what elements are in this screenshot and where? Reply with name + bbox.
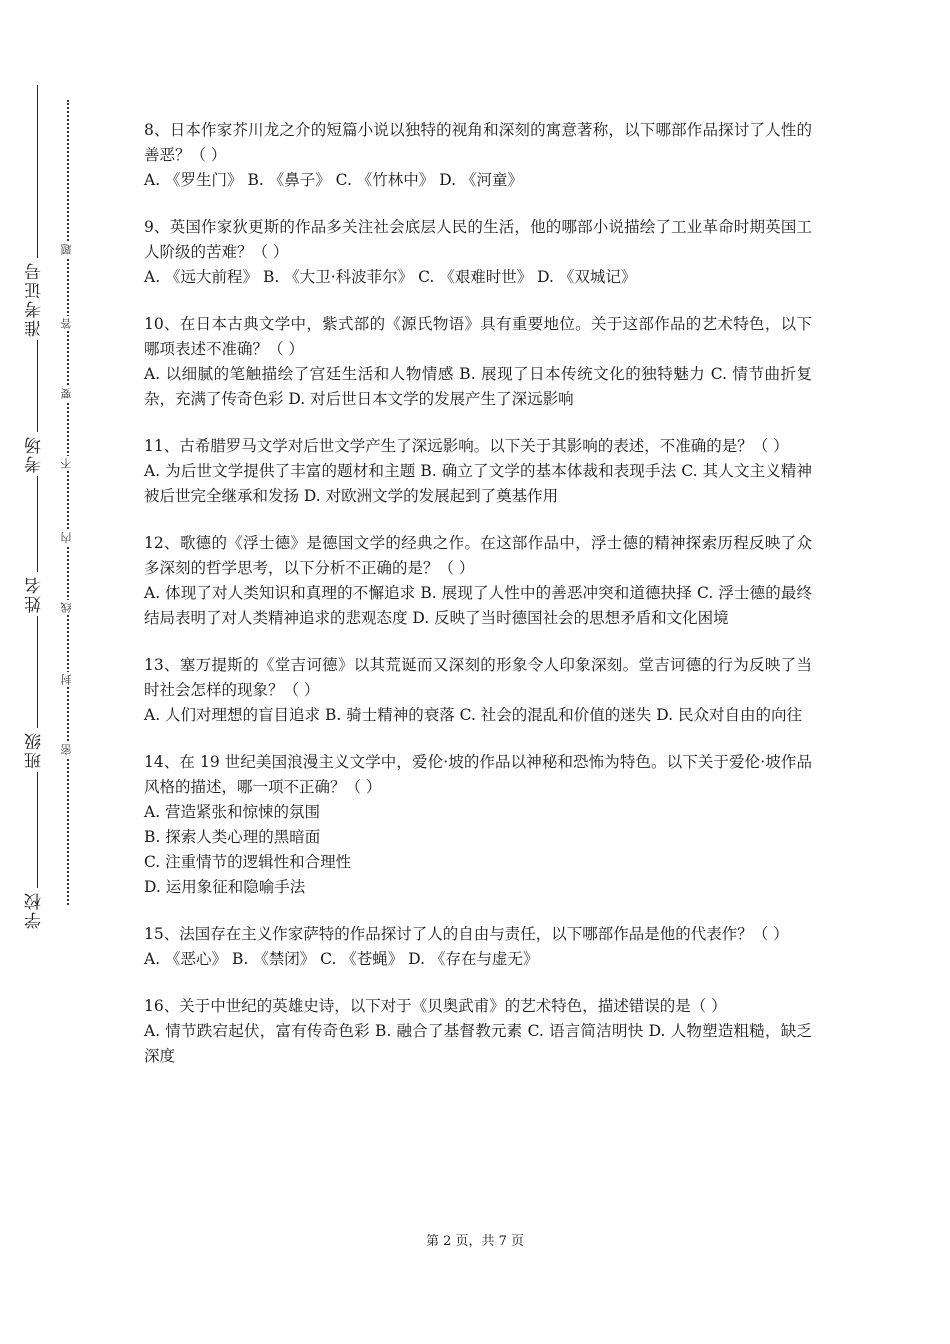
seal-dotted-line: [67, 100, 69, 905]
question-options: A. 体现了对人类知识和真理的不懈追求 B. 展现了人性中的善恶冲突和道德抉择 C. 浮士德的最终结局表明了对人类精神追求的悲观态度 D. 反映了当时德国社会的思想矛盾和文化困境: [144, 584, 812, 627]
question-13: [144, 653, 812, 728]
question-stem: 10、在日本古典文学中，紫式部的《源氏物语》具有重要地位。关于这部作品的艺术特色，以下哪项表述不准确？（ ）: [144, 315, 812, 358]
question-stem: 9、英国作家狄更斯的作品多关注社会底层人民的生活，他的哪部小说描绘了工业革命时期英国工人阶级的苦难？（ ）: [144, 218, 812, 261]
question-9: [144, 215, 812, 290]
seal-char: 答: [60, 318, 73, 329]
question-options: A. 《罗生门》 B. 《鼻子》 C. 《竹林中》 D. 《河童》: [144, 171, 523, 189]
option-b: B. 探索人类心理的黑暗面: [144, 828, 321, 846]
question-10: [144, 312, 812, 412]
seal-char: 不: [60, 458, 73, 469]
seal-char: 内: [60, 532, 73, 543]
question-14: [144, 750, 812, 900]
option-d: D. 运用象征和隐喻手法: [144, 878, 306, 896]
binding-margin: [0, 0, 90, 1344]
label-class: 班级: [22, 728, 52, 772]
question-options: A. 《远大前程》 B. 《大卫·科波菲尔》 C. 《艰难时世》 D. 《双城记》: [144, 268, 637, 286]
label-name: 姓名: [22, 572, 52, 616]
question-options: A. 为后世文学提供了丰富的题材和主题 B. 确立了文学的基本体裁和表现手法 C. 其人文主义精神被后世完全继承和发扬 D. 对欧洲文学的发展起到了奠基作用: [144, 462, 812, 505]
question-list: [144, 118, 812, 1091]
question-stem: 8、日本作家芥川龙之介的短篇小说以独特的视角和深刻的寓意著称，以下哪部作品探讨了人性的善恶？（ ）: [144, 121, 812, 164]
question-stem: 13、塞万提斯的《堂吉诃德》以其荒诞而又深刻的形象令人印象深刻。堂吉诃德的行为反映了当时社会怎样的现象？（ ）: [144, 656, 812, 699]
question-options: A. 人们对理想的盲目追求 B. 骑士精神的衰落 C. 社会的混乱和价值的迷失 D. 民众对自由的向往: [144, 706, 802, 724]
question-stem: 12、歌德的《浮士德》是德国文学的经典之作。在这部作品中，浮士德的精神探索历程反映了众多深刻的哲学思考，以下分析不正确的是？（ ）: [144, 534, 812, 577]
question-stem: 15、法国存在主义作家萨特的作品探讨了人的自由与责任，以下哪部作品是他的代表作？（ ）: [144, 925, 789, 943]
seal-char: 线: [60, 602, 73, 613]
seal-char: 要: [60, 388, 73, 399]
label-exam-room: 考场: [22, 432, 52, 476]
question-15: [144, 922, 812, 972]
seal-char: 封: [60, 674, 73, 685]
seal-char: 题: [60, 244, 73, 255]
label-exam-number: 准考证号: [22, 258, 52, 340]
question-options: A. 以细腻的笔触描绘了宫廷生活和人物情感 B. 展现了日本传统文化的独特魅力 C. 情节曲折复杂，充满了传奇色彩 D. 对后世日本文学的发展产生了深远影响: [144, 365, 812, 408]
question-stem: 14、在 19 世纪美国浪漫主义文学中，爱伦·坡的作品以神秘和恐怖为特色。以下关于爱伦·坡作品风格的描述，哪一项不正确？（ ）: [144, 753, 812, 796]
seal-char: 密: [60, 744, 73, 755]
question-options: A. 情节跌宕起伏，富有传奇色彩 B. 融合了基督教元素 C. 语言简洁明快 D. 人物塑造粗糙，缺乏深度: [144, 1022, 812, 1065]
question-stem: 11、古希腊罗马文学对后世文学产生了深远影响。以下关于其影响的表述，不准确的是？（ ）: [144, 437, 789, 455]
question-11: [144, 434, 812, 509]
option-a: A. 营造紧张和惊悚的氛围: [144, 803, 321, 821]
page-footer: 第 2 页，共 7 页: [425, 1234, 525, 1249]
question-16: [144, 994, 812, 1069]
question-8: [144, 118, 812, 193]
question-12: [144, 531, 812, 631]
label-school: 学校: [22, 888, 52, 932]
question-options: A. 《恶心》 B. 《禁闭》 C. 《苍蝇》 D. 《存在与虚无》: [144, 950, 539, 968]
binding-solid-line: [37, 85, 38, 915]
option-c: C. 注重情节的逻辑性和合理性: [144, 853, 352, 871]
question-stem: 16、关于中世纪的英雄史诗，以下对于《贝奥武甫》的艺术特色，描述错误的是（ ）: [144, 997, 727, 1015]
